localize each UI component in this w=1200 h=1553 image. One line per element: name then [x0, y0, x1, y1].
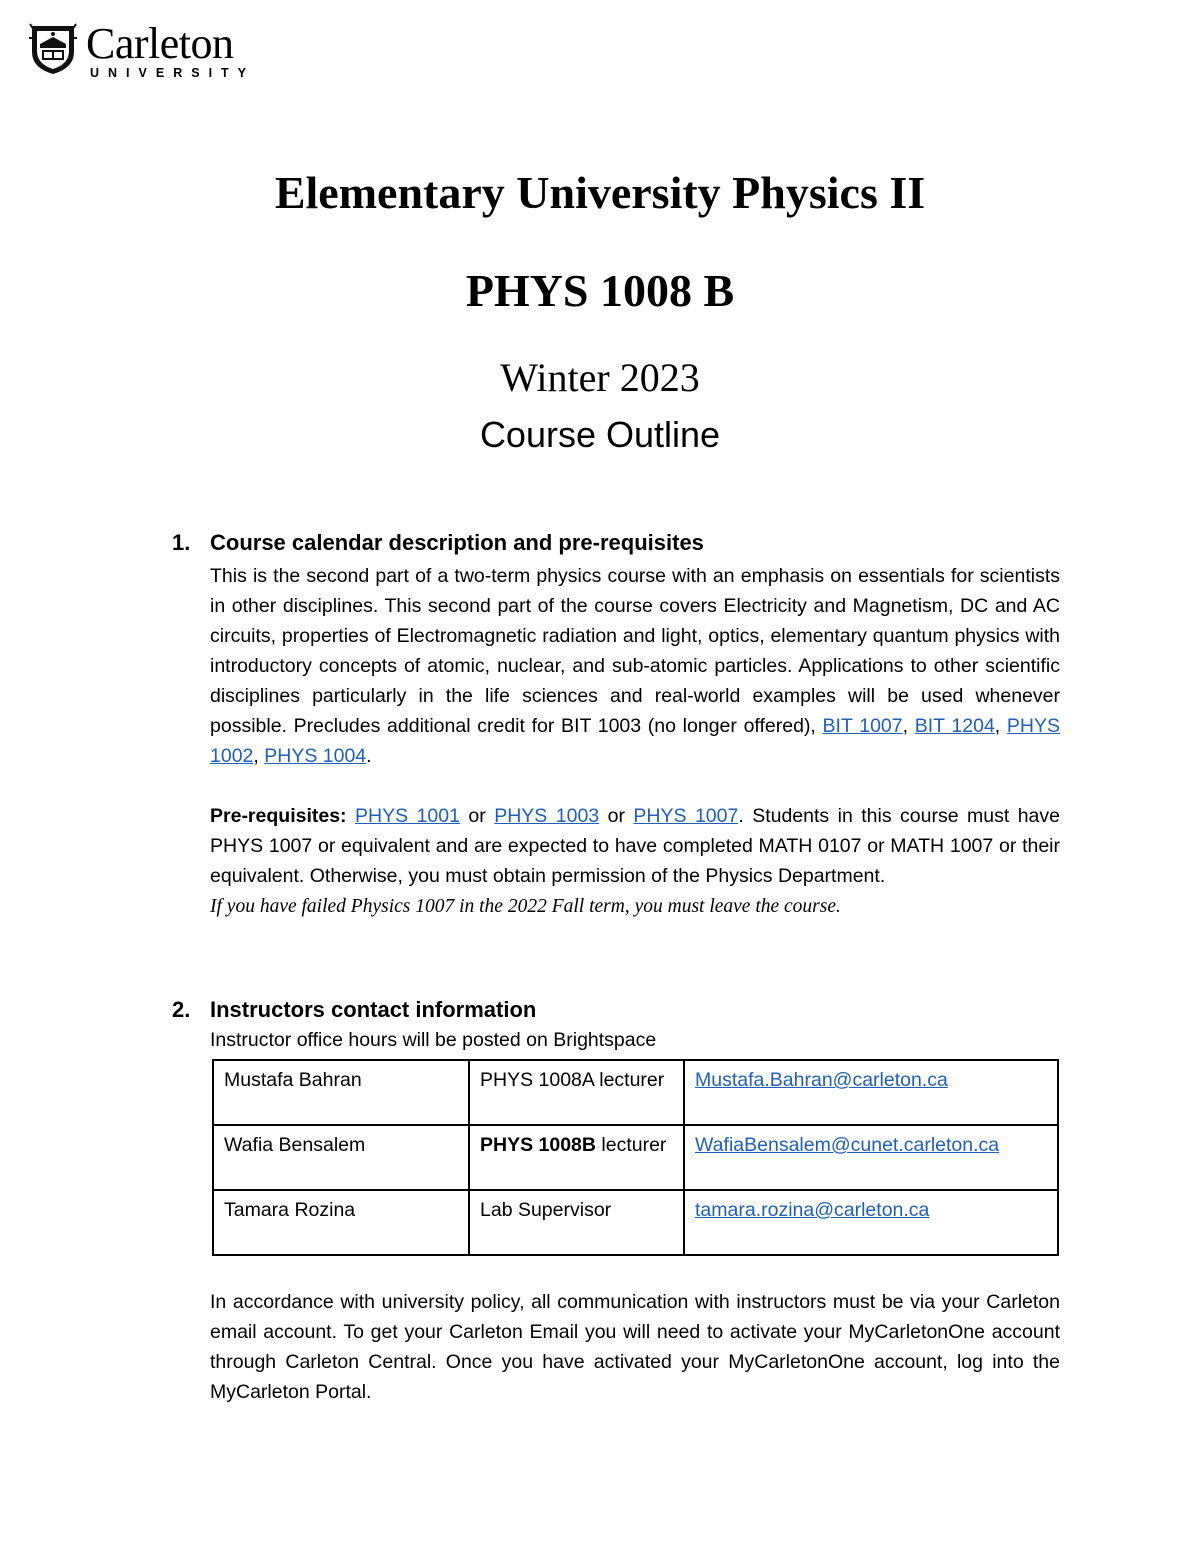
section-title: Course calendar description and pre-requisites — [210, 530, 704, 555]
logo-name: Carleton — [86, 19, 234, 68]
link-phys-1003[interactable]: PHYS 1003 — [494, 805, 600, 827]
link-phys-1004[interactable]: PHYS 1004 — [264, 745, 367, 767]
fail-note: If you have failed Physics 1007 in the 2022 Fall term, you must leave the course. — [210, 896, 841, 917]
or-text: or — [607, 805, 625, 827]
instructor-email — [684, 1125, 1058, 1190]
instructor-role — [469, 1190, 684, 1255]
table-row — [213, 1060, 1058, 1125]
email-link[interactable]: tamara.rozina@carleton.ca — [695, 1199, 930, 1221]
course-description — [210, 561, 1060, 771]
role-text: lecturer — [595, 1134, 667, 1156]
prerequisites — [210, 801, 1060, 922]
link-bit-1204[interactable]: BIT 1204 — [914, 715, 995, 737]
section-heading — [172, 530, 1060, 556]
logo-sub: UNIVERSITY — [90, 66, 256, 80]
separator: , — [902, 715, 915, 737]
role-code: PHYS 1008B — [480, 1134, 596, 1156]
section-number: 2. — [172, 997, 191, 1022]
instructor-role — [469, 1060, 684, 1125]
email-policy: In accordance with university policy, all communication with instructors must be via your Carleton email account. To get your Carleton Email you will need to activate your MyCarletonOne account through Carleton Central. Once you have activated your MyCarletonOne account, log into the MyCarleton Portal. — [210, 1291, 1060, 1403]
section-instructors — [172, 997, 1060, 1055]
section-title: Instructors contact information — [210, 997, 537, 1022]
separator: , — [994, 715, 1007, 737]
instructor-name: Tamara Rozina — [213, 1190, 469, 1255]
link-phys-1007[interactable]: PHYS 1007 — [633, 805, 739, 827]
email-link[interactable]: Mustafa.Bahran@carleton.ca — [695, 1069, 948, 1091]
course-title: Elementary University Physics II — [274, 167, 926, 218]
prereq-text: . Students in this course must have PHYS 1007 or equivalent and are expected to have completed MATH 0107 or MATH 1007 or their equivalent. Otherwise, you must obtain permission of the Physics Department. — [210, 805, 1060, 887]
period: . — [366, 745, 372, 767]
course-code: PHYS 1008 B — [465, 265, 735, 316]
separator: , — [253, 745, 265, 767]
link-phys-1002[interactable]: PHYS 1002 — [210, 715, 1061, 767]
link-phys-1001[interactable]: PHYS 1001 — [355, 805, 460, 827]
office-hours-note: Instructor office hours will be posted on Brightspace — [210, 1029, 657, 1051]
section-calendar-description — [172, 530, 1060, 922]
crest-icon — [28, 22, 78, 76]
description-text: This is the second part of a two-term physics course with an emphasis on essentials for scientists in other disciplines. This second part of the course covers Electricity and Magnetism, DC and AC circuits, properties of Electromagnetic radiation and light, optics, elementary quantum physics with introductory concepts of atomic, nuclear, and sub-atomic particles. Applications to other scientific disciplines particularly in the life sciences and real-world examples will be used whenever possible. Precludes additional credit for BIT 1003 (no longer offered), — [210, 565, 1060, 737]
prereq-label: Pre-requisites: — [210, 805, 347, 827]
email-link[interactable]: WafiaBensalem@cunet.carleton.ca — [695, 1134, 1000, 1156]
instructor-email — [684, 1190, 1058, 1255]
instructor-email — [684, 1060, 1058, 1125]
section-heading — [172, 997, 1060, 1023]
course-term: Winter 2023 — [500, 355, 700, 400]
role-text: PHYS 1008A lecturer — [480, 1069, 665, 1091]
role-text: Lab Supervisor — [480, 1199, 612, 1221]
instructor-table — [212, 1059, 1059, 1256]
instructor-name: Wafia Bensalem — [213, 1125, 469, 1190]
table-row — [213, 1190, 1058, 1255]
instructor-name: Mustafa Bahran — [213, 1060, 469, 1125]
carleton-logo — [28, 19, 256, 80]
doc-type: Course Outline — [479, 414, 721, 455]
section-number: 1. — [172, 530, 191, 555]
or-text: or — [468, 805, 486, 827]
table-row — [213, 1125, 1058, 1190]
link-bit-1007[interactable]: BIT 1007 — [822, 715, 903, 737]
instructor-role — [469, 1125, 684, 1190]
